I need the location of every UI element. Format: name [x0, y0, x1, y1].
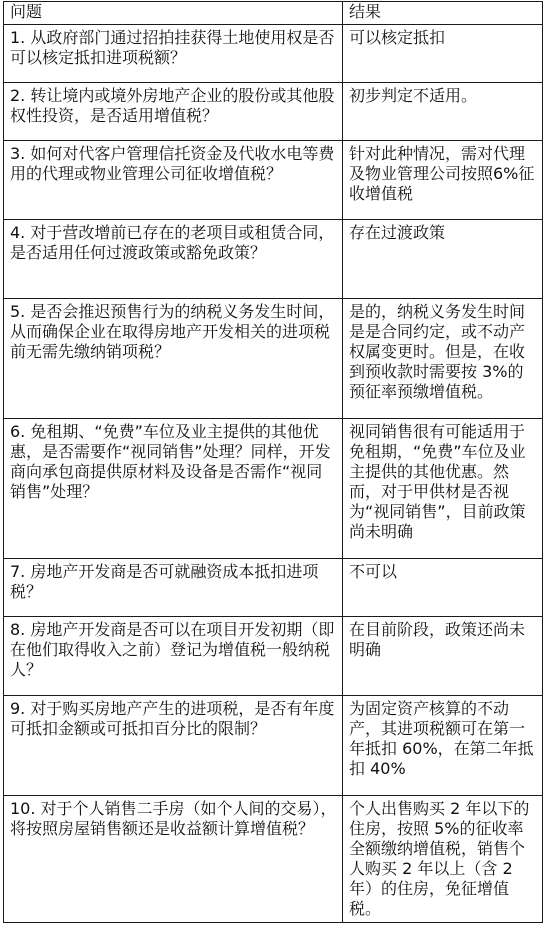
result-cell: 不可以 — [343, 559, 543, 617]
question-cell: 10. 对于个人销售二手房（如个人间的交易），将按照房屋销售额还是收益额计算增值税？ — [4, 796, 343, 923]
result-cell: 为固定资产核算的不动产，其进项税额可在第一年抵扣 60%，在第二年抵扣 40% — [343, 696, 543, 796]
result-cell: 存在过渡政策 — [343, 220, 543, 299]
table-row — [4, 559, 543, 617]
table-row — [4, 419, 543, 559]
result-cell: 初步判定不适用。 — [343, 83, 543, 141]
table-row — [4, 220, 543, 299]
question-cell: 1. 从政府部门通过招拍挂获得土地使用权是否可以核定抵扣进项税额？ — [4, 25, 343, 83]
question-cell: 9. 对于购买房地产产生的进项税，是否有年度可抵扣金额或可抵扣百分比的限制？ — [4, 696, 343, 796]
result-cell: 针对此种情况，需对代理及物业管理公司按照6%征收增值税 — [343, 141, 543, 220]
table-row — [4, 617, 543, 696]
result-cell: 视同销售很有可能适用于免租期，“免费”车位及业主提供的其他优惠。然而，对于甲供材是否视为“视同销售”，目前政策尚未明确 — [343, 419, 543, 559]
question-cell: 7. 房地产开发商是否可就融资成本抵扣进项税？ — [4, 559, 343, 617]
qa-table — [3, 1, 543, 923]
result-cell: 在目前阶段，政策还尚未明确 — [343, 617, 543, 696]
table-row — [4, 141, 543, 220]
question-cell: 3. 如何对代客户管理信托资金及代收水电等费用的代理或物业管理公司征收增值税？ — [4, 141, 343, 220]
question-cell: 2. 转让境内或境外房地产企业的股份或其他股权性投资，是否适用增值税？ — [4, 83, 343, 141]
header-row — [4, 2, 543, 25]
table-row — [4, 83, 543, 141]
result-cell: 个人出售购买 2 年以下的住房，按照 5%的征收率全额缴纳增值税，销售个人购买 2 年以上（含 2 年）的住房，免征增值税。 — [343, 796, 543, 923]
question-cell: 4. 对于营改增前已存在的老项目或租赁合同，是否适用任何过渡政策或豁免政策？ — [4, 220, 343, 299]
table-row — [4, 299, 543, 419]
header-result: 结果 — [343, 2, 543, 25]
table-row — [4, 696, 543, 796]
header-question: 问题 — [4, 2, 343, 25]
question-cell: 8. 房地产开发商是否可以在项目开发初期（即在他们取得收入之前）登记为增值税一般纳税人？ — [4, 617, 343, 696]
table-row — [4, 796, 543, 923]
table-row — [4, 25, 543, 83]
question-cell: 5. 是否会推迟预售行为的纳税义务发生时间，从而确保企业在取得房地产开发相关的进项税前无需先缴纳销项税？ — [4, 299, 343, 419]
question-cell: 6. 免租期、“免费”车位及业主提供的其他优惠，是否需要作“视同销售”处理？同样，开发商向承包商提供原材料及设备是否需作“视同销售”处理？ — [4, 419, 343, 559]
result-cell: 是的，纳税义务发生时间是是合同约定，或不动产权属变更时。但是，在收到预收款时需要按 3%的预征率预缴增值税。 — [343, 299, 543, 419]
result-cell: 可以核定抵扣 — [343, 25, 543, 83]
